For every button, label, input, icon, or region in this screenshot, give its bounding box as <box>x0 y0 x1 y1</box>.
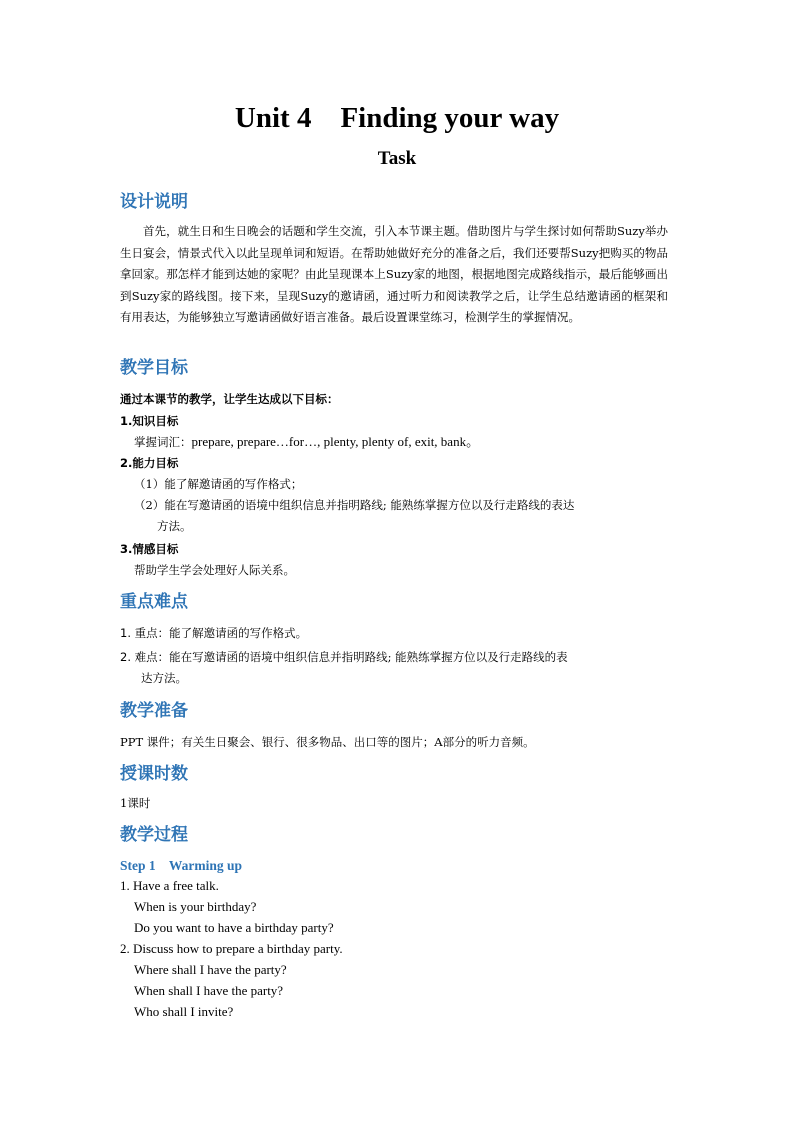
process-line: Where shall I have the party? <box>134 962 287 977</box>
key-point-2 <box>120 647 568 667</box>
knowledge-prefix: 掌握词汇： <box>134 435 192 449</box>
preparation-text: PPT 课件；有关生日聚会、银行、很多物品、出口等的图片；A部分的听力音频。 <box>120 735 535 749</box>
emotion-text: 帮助学生学会处理好人际关系。 <box>134 563 295 577</box>
document-subtitle: Task <box>377 148 417 169</box>
knowledge-title: 1.知识目标 <box>120 414 179 428</box>
key-point-1 <box>120 623 307 643</box>
design-paragraph: 首先，就生日和生日晚会的话题和学生交流，引入本节课主题。借助图片与学生探讨如何帮助Suzy举办生日宴会，情景式代入以此呈现单词和短语。在帮助她做好充分的准备之后，我们还要帮Suzy把购买的物品拿回家。那怎样才能到达她的家呢？由此呈现课本上Suzy家的地图，根据地图完成路线指示，最后能够画出到Suzy家的路线图。接下来，呈现Suzy的邀请函，通过听力和阅读教学之后，让学生总结邀请函的框架和有用表达，为能够独立写邀请函做好语言准备。最后设置课堂练习，检测学生的掌握情况。 <box>120 224 668 325</box>
process-line: When is your birthday? <box>134 899 257 914</box>
section-heading-design: 设计说明 <box>120 192 188 212</box>
ability-item-1: （1）能了解邀请函的写作格式； <box>134 477 303 491</box>
key-point-2-text: 能在写邀请函的语境中组织信息并指明路线; 能熟练掌握方位以及行走路线的表 <box>169 650 568 664</box>
key-point-1-label: 1. 重点： <box>120 626 170 640</box>
process-line: Do you want to have a birthday party? <box>134 920 334 935</box>
ability-item-2-cont: 方法。 <box>157 519 192 533</box>
document-title: Unit 4 Finding your way <box>234 102 560 134</box>
objectives-intro: 通过本课节的教学，让学生达成以下目标： <box>120 392 339 406</box>
ability-item-2: （2）能在写邀请函的语境中组织信息并指明路线; 能熟练掌握方位以及行走路线的表达 <box>134 498 575 512</box>
key-point-2-label: 2. 难点： <box>120 650 170 664</box>
key-point-1-text: 能了解邀请函的写作格式。 <box>169 626 308 640</box>
section-heading-hours: 授课时数 <box>120 764 188 784</box>
knowledge-line <box>134 432 479 452</box>
process-line: 2. Discuss how to prepare a birthday party. <box>120 941 343 956</box>
ability-title: 2.能力目标 <box>120 456 179 470</box>
key-point-2-cont: 达方法。 <box>141 671 187 685</box>
process-line: 1. Have a free talk. <box>120 878 219 893</box>
process-line: Who shall I invite? <box>134 1004 234 1019</box>
knowledge-words: prepare, prepare…for…, plenty, plenty of, exit, bank。 <box>191 434 480 449</box>
process-line: When shall I have the party? <box>134 983 284 998</box>
section-heading-objectives: 教学目标 <box>120 358 188 378</box>
step-1-title: Step 1 Warming up <box>120 858 243 873</box>
section-heading-process: 教学过程 <box>120 825 188 845</box>
section-heading-key-points: 重点难点 <box>120 592 188 612</box>
hours-text: 1课时 <box>120 796 151 810</box>
section-heading-preparation: 教学准备 <box>120 701 188 721</box>
emotion-title: 3.情感目标 <box>120 542 179 556</box>
